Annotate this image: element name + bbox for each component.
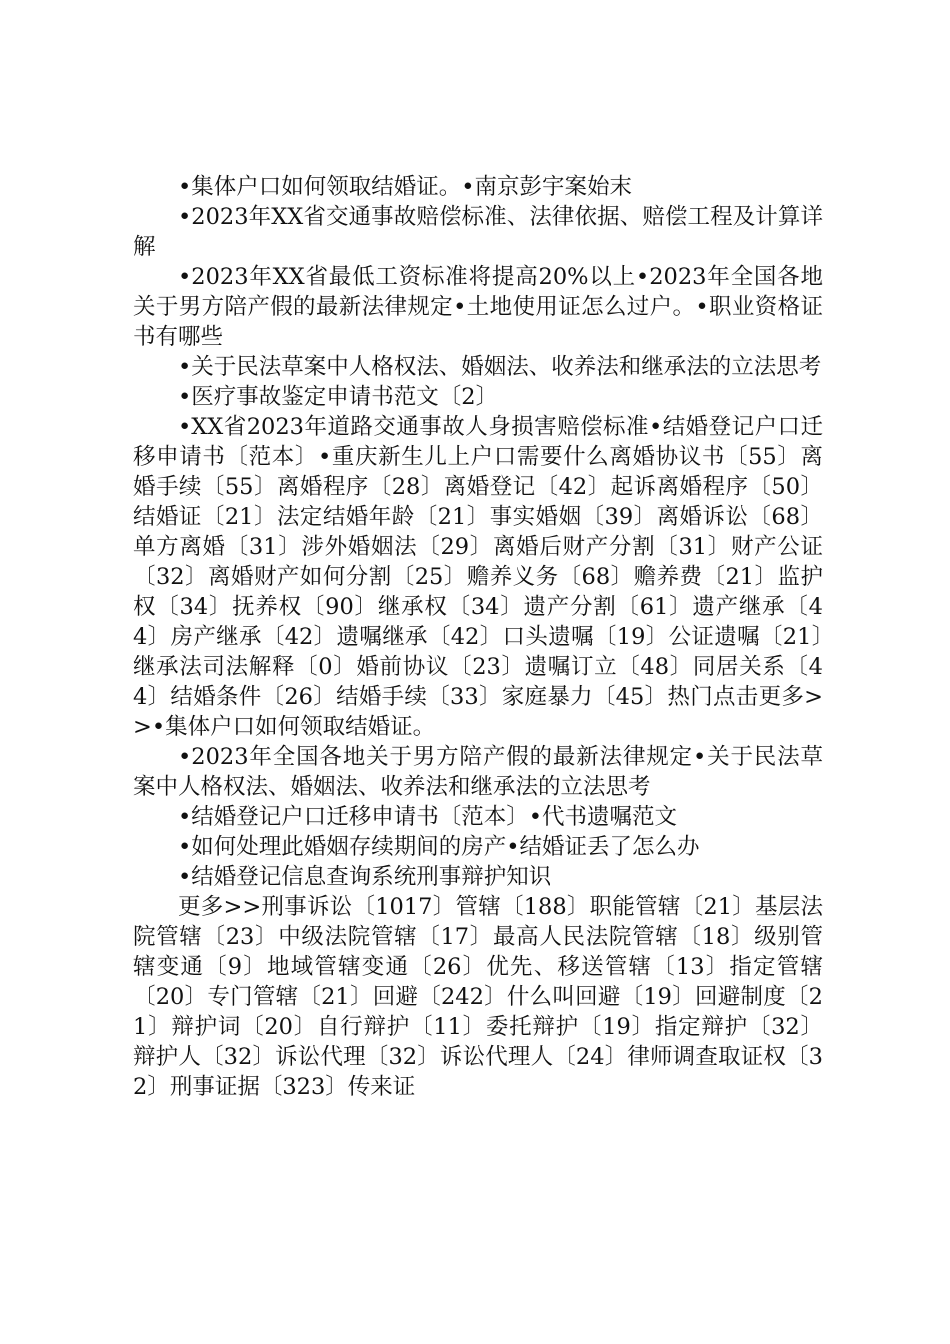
paragraph-10: •结婚登记信息查询系统刑事辩护知识 [178,864,552,890]
document-body [133,172,823,1102]
paragraph-2: •2023年XX省交通事故赔偿标准、法律依据、赔偿工程及计算详解 [133,204,823,260]
paragraph-7: •2023年全国各地关于男方陪产假的最新法律规定•关于民法草案中人格权法、婚姻法、收养法和继承法的立法思考 [133,744,823,800]
paragraph-1: •集体户口如何领取结婚证。•南京彭宇案始末 [178,174,633,200]
paragraph-6: •XX省2023年道路交通事故人身损害赔偿标准•结婚登记户口迁移申请书〔范本〕•重庆新生儿上户口需要什么离婚协议书〔55〕离婚手续〔55〕离婚程序〔28〕离婚登记〔42〕起诉离婚程序〔50〕结婚证〔21〕法定结婚年龄〔21〕事实婚姻〔39〕离婚诉讼〔68〕单方离婚〔31〕涉外婚姻法〔29〕离婚后财产分割〔31〕财产公证〔32〕离婚财产如何分割〔25〕赡养义务〔68〕赡养费〔21〕监护权〔34〕抚养权〔90〕继承权〔34〕遗产分割〔61〕遗产继承〔44〕房产继承〔42〕遗嘱继承〔42〕口头遗嘱〔19〕公证遗嘱〔21〕继承法司法解释〔0〕婚前协议〔23〕遗嘱订立〔48〕同居关系〔44〕结婚条件〔26〕结婚手续〔33〕家庭暴力〔45〕热门点击更多>>•集体户口如何领取结婚证。 [133,414,823,740]
paragraph-11: 更多>>刑事诉讼〔1017〕管辖〔188〕职能管辖〔21〕基层法院管辖〔23〕中级法院管辖〔17〕最高人民法院管辖〔18〕级别管辖变通〔9〕地域管辖变通〔26〕优先、移送管辖〔13〕指定管辖〔20〕专门管辖〔21〕回避〔242〕什么叫回避〔19〕回避制度〔21〕辩护词〔20〕自行辩护〔11〕委托辩护〔19〕指定辩护〔32〕辩护人〔32〕诉讼代理〔32〕诉讼代理人〔24〕律师调查取证权〔32〕刑事证据〔323〕传来证 [133,894,823,1100]
paragraph-9: •如何处理此婚姻存续期间的房产•结婚证丢了怎么办 [178,834,700,860]
paragraph-8: •结婚登记户口迁移申请书〔范本〕•代书遗嘱范文 [178,804,678,830]
paragraph-5: •医疗事故鉴定申请书范文〔2〕 [178,384,499,410]
paragraph-4: •关于民法草案中人格权法、婚姻法、收养法和继承法的立法思考 [178,354,822,380]
paragraph-3: •2023年XX省最低工资标准将提高20%以上•2023年全国各地关于男方陪产假的最新法律规定•土地使用证怎么过户。•职业资格证书有哪些 [133,264,823,350]
